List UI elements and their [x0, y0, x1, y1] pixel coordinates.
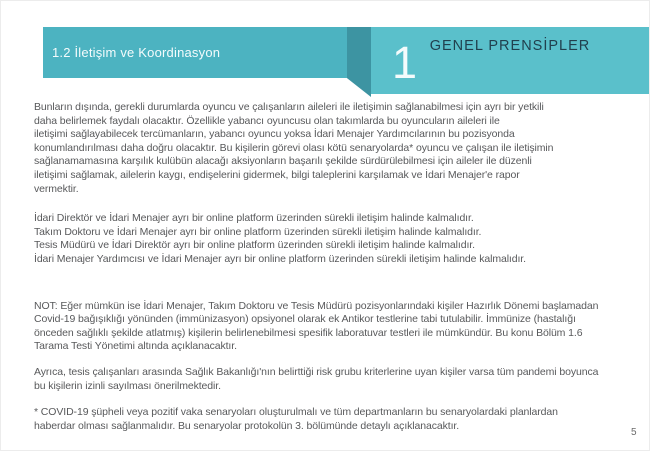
text-line: * COVID-19 şüpheli veya pozitif vaka senaryoları oluşturulmalı ve tüm departmanların bu senaryolardaki planlardan: [34, 406, 558, 419]
chapter-number: 1: [392, 37, 418, 88]
text-line: Covid-19 bağışıklığı yönünden (immünizasyon) opsiyonel olarak ek Antikor testlerine tabi tutulabilir. İmmünize (hastalığı: [34, 313, 576, 326]
paragraph-risk-group: [34, 366, 646, 393]
paragraph-note-immunization: [34, 300, 646, 354]
body-text: [34, 101, 646, 433]
chapter-title: GENEL PRENSİPLER: [429, 38, 591, 54]
text-line: İdari Direktör ve İdari Menajer ayrı bir online platform üzerinden sürekli iletişim halinde kalmalıdır.: [34, 212, 474, 225]
text-line: NOT: Eğer mümkün ise İdari Menajer, Takım Doktoru ve Tesis Müdürü pozisyonlarındaki kişiler Hazırlık Dönemi başlamadan: [34, 299, 599, 312]
paragraph-online-platform: [34, 212, 646, 266]
ribbon-fold-shape: [347, 27, 371, 97]
text-line: Tarama Testi Yönetimi altında açıklanacaktır.: [34, 340, 237, 353]
page-number: 5: [631, 427, 637, 438]
text-line: konumlandırılması daha doğru olacaktır. Bu kişilerin görevi olası kötü senaryolarda* oyuncu ve çalışan ile iletişimin: [34, 141, 554, 154]
text-line: İdari Menajer Yardımcısı ve İdari Menajer ayrı bir online platform üzerinden sürekli iletişim halinde kalmalıdır.: [34, 252, 526, 265]
chapter-header-box: [371, 27, 649, 94]
paragraph-family-communication: [34, 101, 646, 196]
text-line: Ayrıca, tesis çalışanları arasında Sağlık Bakanlığı'nın belirttiği risk grubu kriterlerine uyan kişiler varsa tüm pandemi boyunca: [34, 365, 599, 378]
text-line: vermektir.: [34, 182, 79, 195]
paragraph-footnote-scenarios: [34, 406, 646, 433]
text-line: iletişimi sağlayabilecek tercümanların, yabancı oyuncu yoksa İdari Menajer Yardımcılarının bu pozisyonda: [34, 128, 515, 141]
text-line: Tesis Müdürü ve İdari Direktör ayrı bir online platform üzerinden sürekli iletişim halinde kalmalıdır.: [34, 239, 475, 252]
text-line: daha belirlemek faydalı olacaktır. Özellikle yabancı oyuncusu olan takımlarda bu oyuncuların aileleri ile: [34, 114, 500, 127]
text-line: Bunların dışında, gerekli durumlarda oyuncu ve çalışanların aileleri ile iletişimin sağlanabilmesi için ayrı bir yetkili: [34, 101, 544, 113]
section-title: 1.2 İletişim ve Koordinasyon: [52, 45, 221, 60]
section-header-bar: [43, 27, 347, 78]
text-line: sağlanamamasına karşılık kulübün alacağı aksiyonların başarılı şekilde sürdürülebilmesi için aileler ile düzenli: [34, 155, 532, 168]
text-line: önceden sağlıklı şekilde atlatmış) kişilerin belirlenebilmesi spesifik laboratuvar testleri ile mümkündür. Bu konu Bölüm 1.6: [34, 326, 583, 339]
text-line: iletişimi sağlamak, ailelerin kaygı, endişelerini gidermek, bilgi taleplerini karşılamak ve İdari Menajer'e rapor: [34, 168, 520, 181]
text-line: bu kişilerin izinli sayılması önerilmektedir.: [34, 379, 221, 392]
text-line: Takım Doktoru ve İdari Menajer ayrı bir online platform üzerinden sürekli iletişim halinde kalmalıdır.: [34, 225, 482, 238]
text-line: haberdar olması sağlanmalıdır. Bu senaryolar protokolün 3. bölümünde detaylı açıklanacaktır.: [34, 419, 460, 432]
